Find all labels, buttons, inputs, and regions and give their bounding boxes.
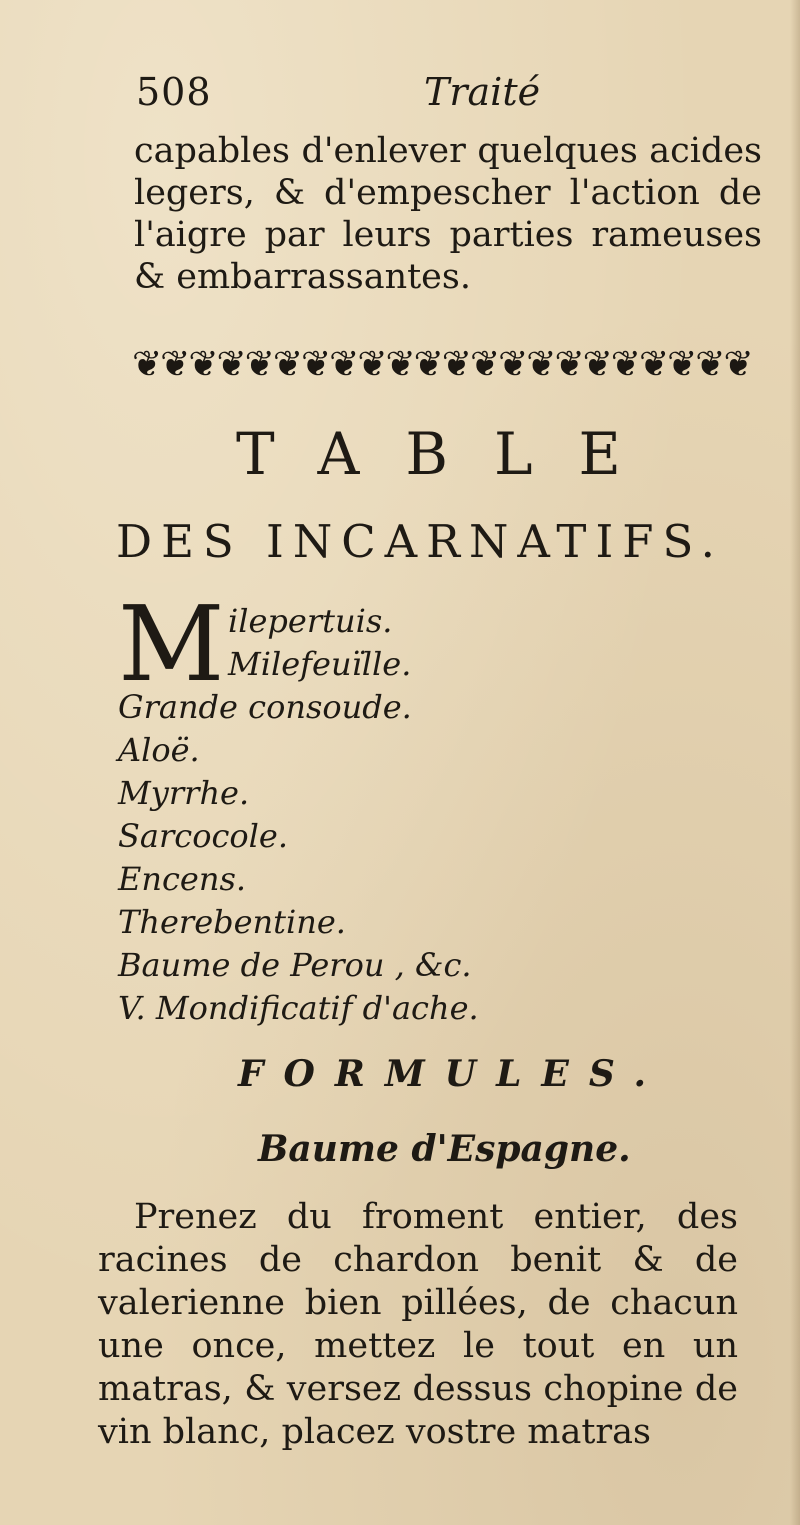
list-item-text: ilepertuis. — [228, 602, 393, 640]
list-item — [118, 987, 758, 1030]
recipe-title: Baume d'Espagne. — [258, 1128, 631, 1170]
list-item-text: Encens. — [118, 860, 247, 898]
table-subtitle: DES INCARNATIFS. — [116, 515, 724, 568]
list-item-text: Myrrhe. — [118, 774, 250, 812]
ornament-band: ❦❦❦❦❦❦❦❦❦❦❦❦❦❦❦❦❦❦❦❦❦❦ — [132, 343, 752, 385]
page-header — [136, 70, 756, 120]
formules-heading: FORMULES. — [238, 1053, 667, 1095]
incarnatifs-list — [118, 583, 758, 1030]
intro-paragraph: capables d'enlever quelques acides legers, & d'empescher l'action de l'aigre par leurs parties rameuses & embarrassantes. — [134, 131, 762, 297]
recipe-paragraph: Prenez du froment entier, des racines de chardon benit & de valerienne bien pillées, de chacun une once, mettez le tout en un matras, & versez dessus chopine de vin blanc, placez vostre matras — [98, 1197, 738, 1452]
list-item — [118, 901, 758, 944]
list-item — [118, 815, 758, 858]
list-item — [118, 858, 758, 901]
table-title: TABLE — [236, 420, 667, 488]
list-item-text: Milefeuïlle. — [228, 645, 412, 683]
list-item — [118, 772, 758, 815]
list-item-text: Grande consoude. — [118, 688, 412, 726]
list-item-text: Baume de Perou , &c. — [118, 946, 472, 984]
page-number: 508 — [136, 70, 212, 114]
page-edge — [790, 0, 800, 1525]
list-item-text: Aloë. — [118, 731, 200, 769]
list-item — [118, 944, 758, 987]
running-title: Traité — [424, 70, 541, 114]
list-item — [118, 729, 758, 772]
dropcap: M — [118, 583, 225, 705]
list-item-text: Therebentine. — [118, 903, 346, 941]
list-item-text: V. Mondificatif d'ache. — [118, 989, 479, 1027]
list-item-text: Sarcocole. — [118, 817, 289, 855]
